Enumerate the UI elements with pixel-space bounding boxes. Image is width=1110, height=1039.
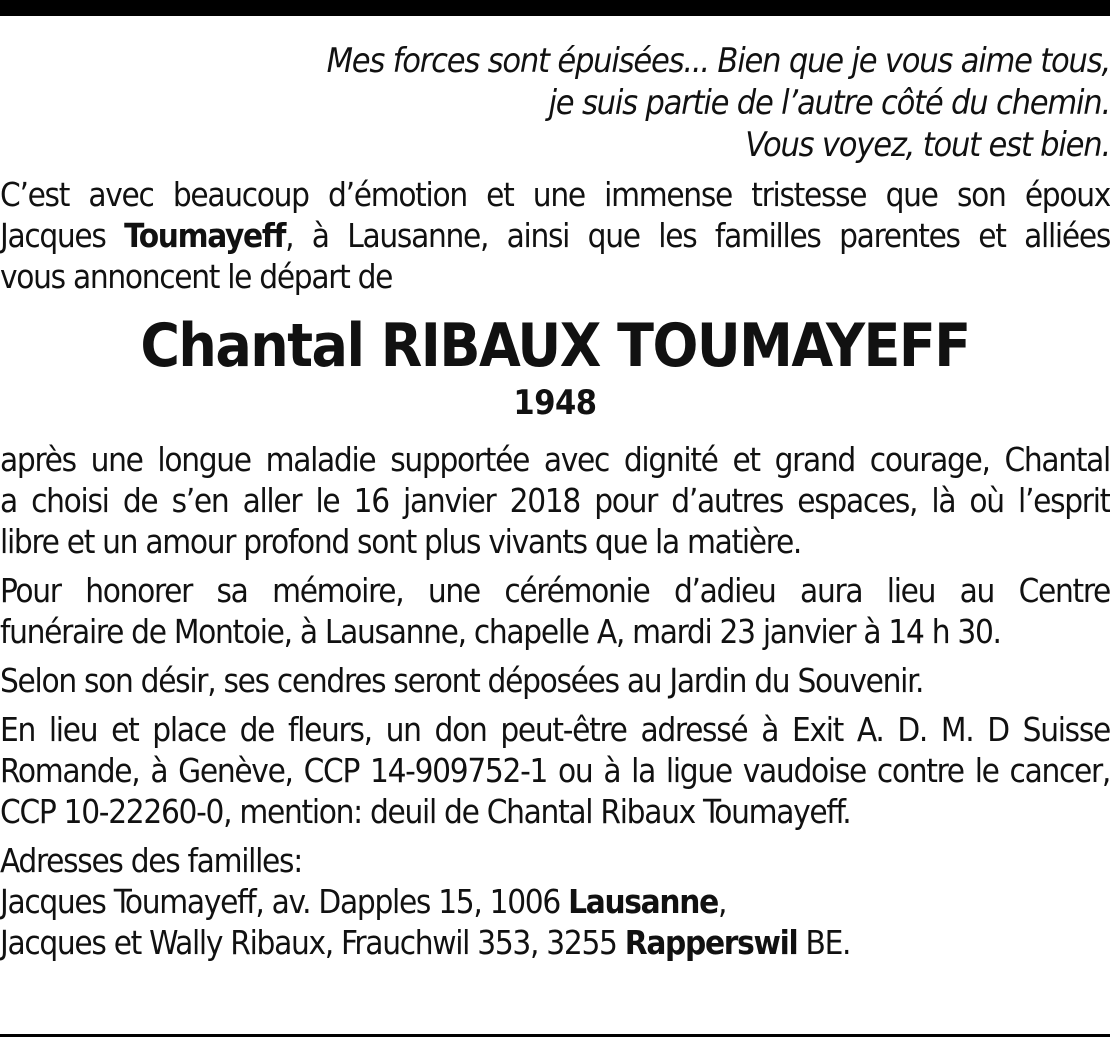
- illness-line: après une longue maladie supportée avec dignité et grand courage, Chantal: [0, 440, 1110, 479]
- illness-line: a choisi de s’en aller le 16 janvier 2018 pour d’autres espaces, là où l’esprit: [0, 481, 1110, 520]
- address-line: [0, 881, 1110, 922]
- donation-line: Romande, à Genève, CCP 14-909752-1 ou à la ligue vaudoise contre le cancer,: [0, 751, 1110, 790]
- poem-line: je suis partie de l’autre côté du chemin.: [548, 83, 1110, 123]
- intro-text: Jacques: [0, 216, 125, 255]
- addresses-paragraph: [0, 840, 1110, 963]
- donation-line: En lieu et place de fleurs, un don peut-être adressé à Exit A. D. M. D Suisse: [0, 710, 1110, 749]
- illness-paragraph: [0, 439, 1110, 562]
- addresses-heading: Adresses des familles:: [0, 841, 302, 880]
- poem-quote: [0, 40, 1110, 166]
- intro-text: , à Lausanne, ainsi que les familles parentes et alliées: [285, 216, 1110, 255]
- ceremony-paragraph: [0, 570, 1110, 652]
- address-text: Jacques Toumayeff, av. Dapples 15, 1006: [0, 882, 569, 921]
- poem-line: Vous voyez, tout est bien.: [745, 125, 1110, 165]
- address-text: Jacques et Wally Ribaux, Frauchwil 353, 3255: [0, 923, 625, 962]
- ceremony-line: funéraire de Montoie, à Lausanne, chapelle A, mardi 23 janvier à 14 h 30.: [0, 612, 1001, 651]
- spouse-surname: Toumayeff: [124, 216, 286, 255]
- address-city: Rapperswil: [624, 923, 798, 962]
- deceased-name: Chantal RIBAUX TOUMAYEFF: [140, 311, 970, 381]
- birth-year: 1948: [513, 383, 597, 423]
- bottom-rule: [0, 1034, 1110, 1037]
- intro-line: vous annoncent le départ de: [0, 257, 393, 296]
- obituary-notice: [0, 40, 1110, 963]
- address-text: ,: [717, 882, 727, 921]
- poem-line: Mes forces sont épuisées... Bien que je vous aime tous,: [326, 41, 1110, 81]
- ashes-line: Selon son désir, ses cendres seront déposées au Jardin du Souvenir.: [0, 661, 924, 700]
- address-line: [0, 922, 1110, 963]
- intro-line: C’est avec beaucoup d’émotion et une immense tristesse que son époux: [0, 175, 1110, 214]
- top-rule: [0, 0, 1110, 16]
- donation-paragraph: [0, 709, 1110, 832]
- intro-paragraph: [0, 174, 1110, 297]
- ceremony-line: Pour honorer sa mémoire, une cérémonie d’adieu aura lieu au Centre: [0, 571, 1110, 610]
- ashes-paragraph: [0, 660, 1110, 701]
- address-text: BE.: [797, 923, 851, 962]
- illness-line: libre et un amour profond sont plus vivants que la matière.: [0, 522, 802, 561]
- donation-line: CCP 10-22260-0, mention: deuil de Chantal Ribaux Toumayeff.: [0, 792, 851, 831]
- intro-line: [0, 215, 1110, 256]
- address-city: Lausanne: [568, 882, 718, 921]
